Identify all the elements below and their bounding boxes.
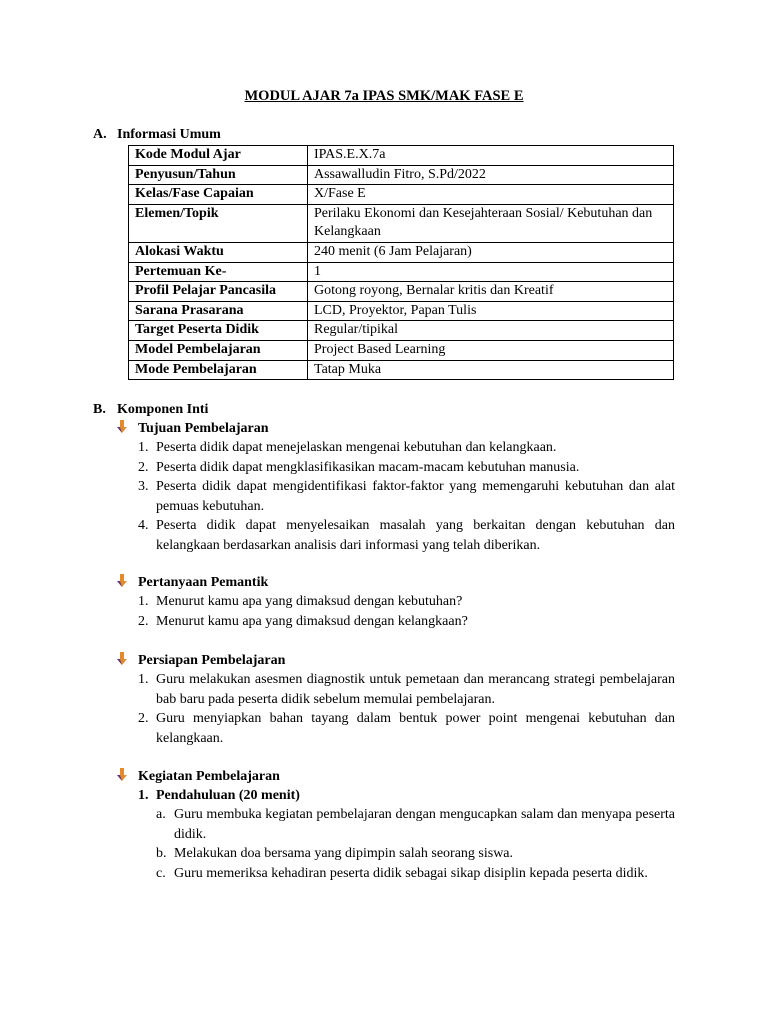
info-table [128,145,674,380]
list-item-number: 2. [138,613,149,629]
kegiatan-heading [116,767,280,787]
list-item-number: 2. [138,459,149,475]
arrow-bullet-icon [116,574,128,588]
info-value-cell: 240 menit (6 Jam Pelajaran) [308,242,674,262]
info-table-row [129,242,674,262]
list-item-number: b. [156,846,167,861]
list-item [156,805,675,844]
info-value-cell: 1 [308,262,674,282]
info-key-cell: Profil Pelajar Pancasila [129,282,308,302]
list-item [138,612,675,632]
pertanyaan-list [138,592,675,631]
info-key-cell: Sarana Prasarana [129,301,308,321]
list-item-text: Peserta didik dapat menyelesaikan masalah yang berkaitan dengan kebutuhan dan kelangkaan berdasarkan analisis dari informasi yang telah diberikan. [156,518,675,553]
list-item-text: Guru menyiapkan bahan tayang dalam bentuk power point mengenai kebutuhan dan kelangkaan. [156,711,675,746]
info-value-cell: LCD, Proyektor, Papan Tulis [308,301,674,321]
info-value-cell: Assawalludin Fitro, S.Pd/2022 [308,165,674,185]
pertanyaan-heading [116,573,268,593]
info-table-row [129,301,674,321]
info-key-cell: Mode Pembelajaran [129,360,308,380]
list-item-number: 3. [138,479,149,494]
section-b-title: Komponen Inti [117,402,209,417]
document-title: MODUL AJAR 7a IPAS SMK/MAK FASE E [244,88,524,104]
info-value-cell: Gotong royong, Bernalar kritis dan Kreatif [308,282,674,302]
section-b-letter: B. [93,402,106,417]
list-item-text: Peserta didik dapat mengidentifikasi faktor-faktor yang memengaruhi kebutuhan dan alat pemuas kebutuhan. [156,479,675,514]
kegiatan-step-list [138,786,675,806]
info-key-cell: Elemen/Topik [129,204,308,242]
info-key-cell: Pertemuan Ke- [129,262,308,282]
section-a-letter: A. [93,127,107,142]
list-item-number: 1. [138,440,149,455]
list-item-number: a. [156,807,166,822]
tujuan-list [138,438,675,555]
info-table-row [129,262,674,282]
arrow-bullet-icon [116,420,128,434]
info-table-row [129,204,674,242]
info-key-cell: Target Peserta Didik [129,321,308,341]
info-table-row [129,146,674,166]
list-item [138,709,675,748]
list-item-text: Peserta didik dapat menejelaskan mengenai kebutuhan dan kelangkaan. [156,440,557,455]
persiapan-heading [116,651,285,671]
list-item-number: 1. [138,594,149,609]
list-item [156,844,675,864]
list-item-number: c. [156,865,166,881]
info-table-row [129,185,674,205]
kegiatan-title: Kegiatan Pembelajaran [138,769,280,784]
info-table-row [129,165,674,185]
list-item-text: Guru memeriksa kehadiran peserta didik sebagai sikap disiplin kepada peserta didik. [174,865,648,881]
list-item [138,477,675,516]
arrow-bullet-icon [116,768,128,782]
info-value-cell: Tatap Muka [308,360,674,380]
list-item-number: 2. [138,711,149,726]
info-value-cell: X/Fase E [308,185,674,205]
kegiatan-step-1 [138,786,675,806]
info-value-cell: Perilaku Ekonomi dan Kesejahteraan Sosial/ Kebutuhan dan Kelangkaan [308,204,674,242]
list-item [156,864,675,884]
kegiatan-list [156,805,675,883]
list-item-text: Guru melakukan asesmen diagnostik untuk pemetaan dan merancang strategi pembelajaran bab baru pada peserta didik sebelum memulai pembelajaran. [156,672,675,707]
info-table-row [129,321,674,341]
list-item-number: 4. [138,518,149,533]
persiapan-title: Persiapan Pembelajaran [138,653,286,668]
arrow-bullet-icon [116,652,128,666]
list-item-number: 1. [138,672,149,687]
info-table-row [129,360,674,380]
info-key-cell: Alokasi Waktu [129,242,308,262]
info-key-cell: Penyusun/Tahun [129,165,308,185]
persiapan-list [138,670,675,748]
info-key-cell: Kode Modul Ajar [129,146,308,166]
list-item [138,438,675,458]
pertanyaan-title: Pertanyaan Pemantik [138,575,269,590]
info-key-cell: Model Pembelajaran [129,340,308,360]
section-a-title: Informasi Umum [117,127,221,142]
info-value-cell: IPAS.E.X.7a [308,146,674,166]
info-value-cell: Project Based Learning [308,340,674,360]
tujuan-heading [116,419,269,439]
info-key-cell: Kelas/Fase Capaian [129,185,308,205]
list-item [138,670,675,709]
list-item [138,458,675,478]
list-item [138,516,675,555]
tujuan-title: Tujuan Pembelajaran [138,421,269,436]
step-text: Pendahuluan (20 menit) [156,788,300,803]
info-value-cell: Regular/tipikal [308,321,674,341]
info-table-row [129,282,674,302]
list-item-text: Menurut kamu apa yang dimaksud dengan kebutuhan? [156,594,463,609]
info-table-row [129,340,674,360]
step-number: 1. [138,788,149,803]
list-item [138,592,675,612]
list-item-text: Peserta didik dapat mengklasifikasikan macam-macam kebutuhan manusia. [156,459,580,475]
list-item-text: Guru membuka kegiatan pembelajaran dengan mengucapkan salam dan menyapa peserta didik. [174,807,675,842]
list-item-text: Melakukan doa bersama yang dipimpin salah seorang siswa. [174,846,514,861]
list-item-text: Menurut kamu apa yang dimaksud dengan kelangkaan? [156,613,468,629]
